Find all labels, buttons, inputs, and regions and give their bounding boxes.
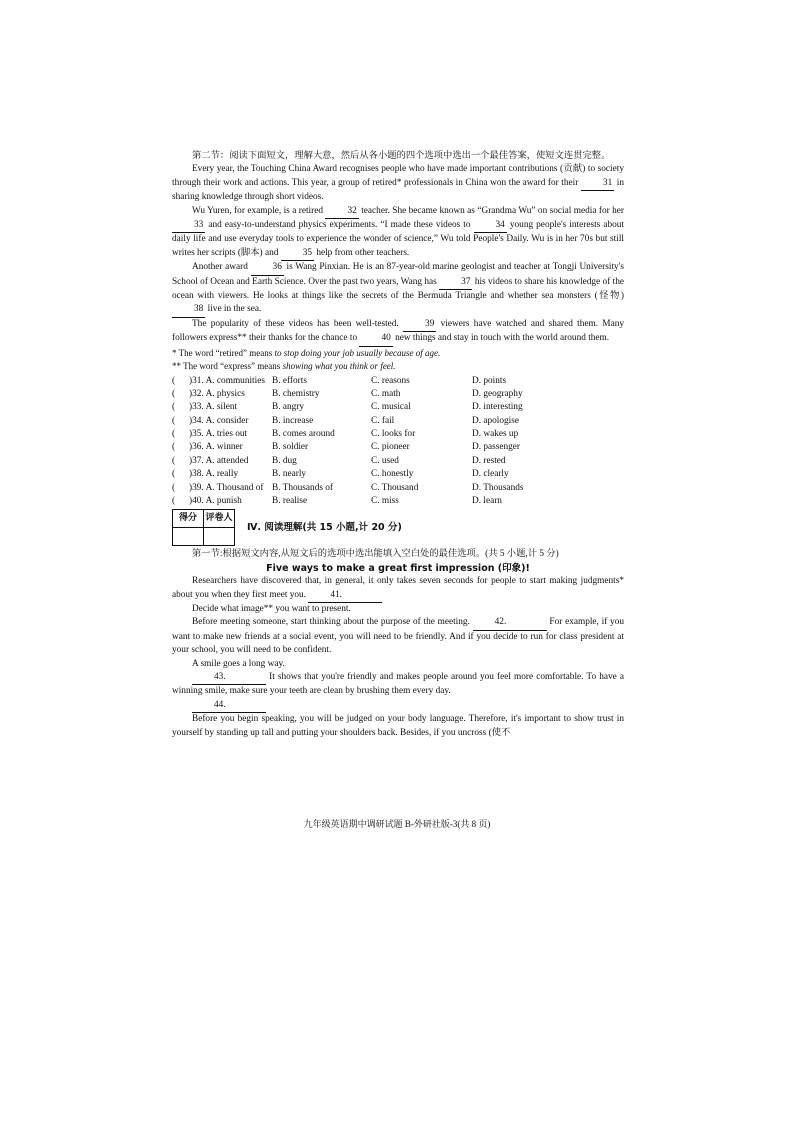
option-row-40: ( )40. A. punish B. realise C. miss D. learn bbox=[172, 496, 502, 507]
passage-paragraph-2: Wu Yuren, for example, is a retired 32 teacher. She became known as “Grandma Wu” on social media for her 33 and easy-to-understand physics experiments. “I made these videos to 34 young people's interests about daily life and use everyday tools to experience the wonder of science,” Wu told People's Daily. Wu is in her 70s but still writes her scripts (脚本) and 35 help from other teachers. bbox=[172, 205, 624, 262]
option-row-33: ( )33. A. silent B. angry C. musical D. interesting bbox=[172, 402, 523, 413]
blank-35: 35 bbox=[281, 247, 314, 261]
option-row-36: ( )36. A. winner B. soldier C. pioneer D. passenger bbox=[172, 442, 521, 453]
footnote-express: ** The word “express” means showing what you think or feel. bbox=[172, 361, 396, 372]
score-label: 得分 bbox=[173, 510, 204, 528]
options-table bbox=[172, 375, 624, 509]
reading-paragraph-2: Decide what image** you want to present. bbox=[192, 604, 351, 615]
blank-40: 40 bbox=[359, 332, 392, 346]
reading-paragraph-4: A smile goes a long way. bbox=[192, 658, 285, 669]
reading-paragraph-1: Researchers have discovered that, in general, it only takes seven seconds for people to start making judgments* about you when they first meet you. 41. bbox=[172, 575, 624, 603]
option-row-34: ( )34. A. consider B. increase C. fail D. apologise bbox=[172, 415, 519, 426]
page-footer: 九年级英语期中调研试题 B-外研社版-3(共 8 页) bbox=[303, 819, 491, 829]
blank-39: 39 bbox=[403, 318, 436, 332]
reading-paragraph-5: 43. It shows that you're friendly and makes people around you feel more comfortable. To have a winning smile, make sure your teeth are clean by brushing them every day. bbox=[172, 672, 624, 697]
reading-title: Five ways to make a great first impression (印象)! bbox=[266, 562, 530, 574]
option-row-35: ( )35. A. tries out B. comes around C. looks for D. wakes up bbox=[172, 429, 519, 440]
option-row-39: ( )39. A. Thousand of B. Thousands of C. Thousand D. Thousands bbox=[172, 482, 524, 493]
blank-44: 44. bbox=[192, 699, 266, 713]
reading-paragraph-7: Before you begin speaking, you will be judged on your body language. Therefore, it's important to show trust in yourself by standing up tall and putting your shoulders back. Besides, if you uncross (使不 bbox=[172, 714, 624, 738]
passage-paragraph-1: Every year, the Touching China Award recognises people who have made important contributions (贡献) to society through their work and actions. This year, a group of retired* professionals in China won the award for their 31 in sharing knowledge through short videos. bbox=[172, 164, 625, 203]
blank-31: 31 bbox=[581, 177, 614, 191]
reading-paragraph-6 bbox=[172, 699, 624, 713]
blank-38: 38 bbox=[172, 303, 205, 317]
reading-paragraph-3: Before meeting someone, start thinking about the purpose of the meeting. 42. For example, if you want to make new friends at a social event, you will need to be friendly. And if you decide to run for class president at your school, you will need to be confident. bbox=[172, 617, 624, 656]
exam-page bbox=[172, 150, 624, 740]
passage-paragraph-4: The popularity of these videos has been well-tested. 39 viewers have watched and shared them. Many followers express** their thanks for the chance to 40 new things and stay in touch with the world around them. bbox=[172, 318, 624, 347]
grader-label: 评卷人 bbox=[204, 510, 235, 528]
option-row-37: ( )37. A. attended B. dug C. used D. rested bbox=[172, 455, 506, 466]
section2-instruction: 第二节：阅读下面短文，理解大意，然后从各小题的四个选项中选出一个最佳答案，使短文连贯完整。 bbox=[192, 151, 611, 161]
blank-34: 34 bbox=[474, 219, 507, 233]
blank-32: 32 bbox=[325, 205, 358, 219]
section4-header bbox=[172, 509, 624, 546]
grader-cell bbox=[204, 528, 235, 546]
passage-paragraph-3: Another award 36 is Wang Pinxian. He is an 87-year-old marine geologist and teacher at Tongji University's School of Ocean and Earth Science. Over the past two years, Wang has 37 his videos to share his knowledge of the ocean with viewers. He looks at things like the secrets of the Bermuda Triangle and whether sea monsters (怪物) 38 live in the sea. bbox=[172, 261, 624, 318]
blank-42: 42. bbox=[473, 616, 547, 630]
footnote-retired: * The word “retired” means to stop doing your job usually because of age. bbox=[172, 347, 441, 358]
reading-instruction: 第一节:根据短文内容,从短文后的选项中选出能填入空白处的最佳选项。(共 5 小题,计 5 分) bbox=[192, 549, 559, 560]
blank-33: 33 bbox=[172, 219, 205, 233]
option-row-31: ( )31. A. communities B. efforts C. reasons D. points bbox=[172, 375, 507, 386]
score-cell bbox=[173, 528, 204, 546]
blank-41: 41. bbox=[308, 589, 382, 603]
score-box bbox=[172, 509, 235, 546]
section4-title: Ⅳ. 阅读理解(共 15 小题,计 20 分) bbox=[247, 522, 402, 534]
blank-36: 36 bbox=[251, 261, 284, 275]
option-row-38: ( )38. A. really B. nearly C. honestly D. clearly bbox=[172, 469, 509, 480]
blank-37: 37 bbox=[439, 276, 472, 290]
blank-43: 43. bbox=[192, 671, 266, 685]
option-row-32: ( )32. A. physics B. chemistry C. math D. geography bbox=[172, 388, 523, 399]
